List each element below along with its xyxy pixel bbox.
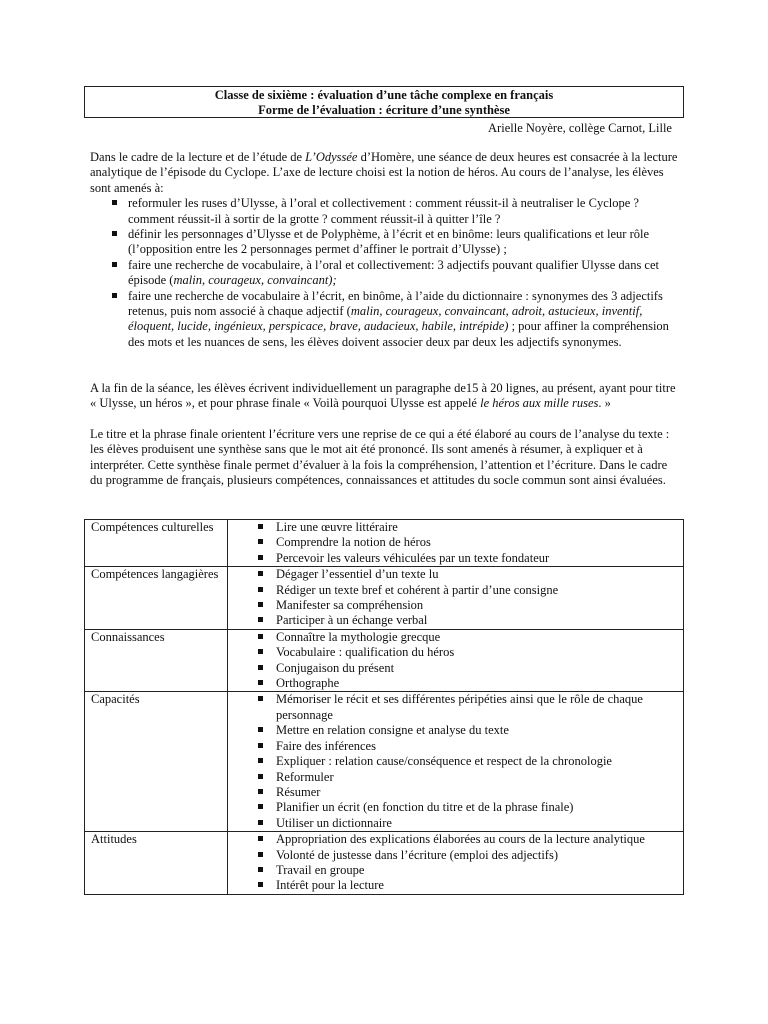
bullet-square-icon — [258, 804, 263, 809]
items-cell — [228, 629, 684, 692]
table-row — [85, 520, 684, 567]
bullet-square-icon — [112, 231, 117, 236]
list-item: faire une recherche de vocabulaire, à l’oral et collectivement: 3 adjectifs pouvant qualifier Ulysse dans cet épisode (malin, courageux, convaincant); — [90, 258, 682, 289]
list-item: Reformuler — [234, 770, 679, 785]
bullet-square-icon — [258, 680, 263, 685]
title-box — [84, 86, 684, 118]
list-item: faire une recherche de vocabulaire à l’écrit, en binôme, à l’aide du dictionnaire : synonymes des 3 adjectifs retenus, puis nom associé à chaque adjectif (malin, courageux, convaincant, adroit, astucieux, inventif, éloquent, lucide, ingénieux, perspicace, brave, audacieux, habile, intrépide) ; pour affiner la compréhension des mots et les nuances de sens, les élèves doivent associer deux par deux les adjectifs synonymes. — [90, 289, 682, 351]
list-item: Planifier un écrit (en fonction du titre et de la phrase finale) — [234, 800, 679, 815]
bullet-square-icon — [258, 774, 263, 779]
author-line: Arielle Noyère, collège Carnot, Lille — [488, 121, 672, 135]
bullet-square-icon — [258, 789, 263, 794]
list-item: Rédiger un texte bref et cohérent à partir d’une consigne — [234, 583, 679, 598]
bullet-square-icon — [258, 571, 263, 576]
bullet-square-icon — [258, 758, 263, 763]
bullet-square-icon — [258, 852, 263, 857]
list-item: Faire des inférences — [234, 739, 679, 754]
list-item: Utiliser un dictionnaire — [234, 816, 679, 831]
list-item: Participer à un échange verbal — [234, 613, 679, 628]
category-cell: Capacités — [85, 692, 228, 832]
conclusion-paragraph-2: Le titre et la phrase finale orientent l’écriture vers une reprise de ce qui a été élaboré au cours de l’analyse du texte : les élèves produisent une synthèse sans que le mot ait été prononcé. Ils sont amenés à résumer, à expliquer et à interpréter. Cette synthèse finale permet d’évaluer à la fois la compréhension, l’attention et l’écriture. Dans le cadre du programme de français, plusieurs compétences, connaissances et attitudes du socle commun sont ainsi évaluées. — [90, 427, 670, 488]
list-item: reformuler les ruses d’Ulysse, à l’oral et collectivement : comment réussit-il à neutraliser le Cyclope ? comment réussit-il à sortir de la grotte ? comment réussit-il à quitter l’île ? — [90, 196, 682, 227]
table-row — [85, 692, 684, 832]
list-item: Dégager l’essentiel d’un texte lu — [234, 567, 679, 582]
category-cell: Connaissances — [85, 629, 228, 692]
items-cell — [228, 692, 684, 832]
category-cell: Attitudes — [85, 832, 228, 895]
list-item: Lire une œuvre littéraire — [234, 520, 679, 535]
category-cell: Compétences culturelles — [85, 520, 228, 567]
bullet-square-icon — [258, 634, 263, 639]
items-cell — [228, 832, 684, 895]
bullet-square-icon — [258, 696, 263, 701]
bullet-square-icon — [258, 524, 263, 529]
list-item: Conjugaison du présent — [234, 661, 679, 676]
list-item: Manifester sa compréhension — [234, 598, 679, 613]
bullet-square-icon — [258, 539, 263, 544]
list-item: définir les personnages d’Ulysse et de Polyphème, à l’écrit et en binôme: leurs qualifications et leur rôle (l’opposition entre les 2 personnages permet d’affiner le portrait d’Ulysse) ; — [90, 227, 682, 258]
list-item: Intérêt pour la lecture — [234, 878, 679, 893]
list-item: Vocabulaire : qualification du héros — [234, 645, 679, 660]
bullet-square-icon — [112, 262, 117, 267]
table-row — [85, 832, 684, 895]
bullet-square-icon — [258, 727, 263, 732]
list-item: Appropriation des explications élaborées au cours de la lecture analytique — [234, 832, 679, 847]
list-item: Expliquer : relation cause/conséquence et respect de la chronologie — [234, 754, 679, 769]
title-line-2: Forme de l’évaluation : écriture d’une synthèse — [258, 103, 510, 117]
items-cell — [228, 567, 684, 630]
table-row — [85, 567, 684, 630]
list-item: Travail en groupe — [234, 863, 679, 878]
table-row — [85, 629, 684, 692]
list-item: Volonté de justesse dans l’écriture (emploi des adjectifs) — [234, 848, 679, 863]
bullet-square-icon — [112, 200, 117, 205]
work-title: L’Odyssée — [305, 150, 358, 164]
list-item: Connaître la mythologie grecque — [234, 630, 679, 645]
list-item: Mettre en relation consigne et analyse du texte — [234, 723, 679, 738]
bullet-square-icon — [258, 836, 263, 841]
intro-paragraph: Dans le cadre de la lecture et de l’étude de L’Odyssée d’Homère, une séance de deux heures est consacrée à la lecture analytique de l’épisode du Cyclope. L’axe de lecture choisi est la notion de héros. Au cours de l’analyse, les élèves sont amenés à: — [90, 150, 678, 195]
conclusion-paragraph-1: A la fin de la séance, les élèves écrivent individuellement un paragraphe de15 à 20 lignes, au présent, ayant pour titre « Ulysse, un héros », et pour phrase finale « Voilà pourquoi Ulysse est appelé le héros aux mille ruses. » — [90, 381, 676, 411]
bullet-square-icon — [258, 587, 263, 592]
bullet-square-icon — [258, 555, 263, 560]
intro-section — [90, 150, 682, 350]
title-line-1: Classe de sixième : évaluation d’une tâche complexe en français — [214, 88, 554, 102]
bullet-square-icon — [258, 867, 263, 872]
activity-list — [90, 196, 682, 350]
list-item: Résumer — [234, 785, 679, 800]
items-cell — [228, 520, 684, 567]
bullet-square-icon — [112, 293, 117, 298]
bullet-square-icon — [258, 743, 263, 748]
bullet-square-icon — [258, 820, 263, 825]
list-item: Comprendre la notion de héros — [234, 535, 679, 550]
list-item: Orthographe — [234, 676, 679, 691]
bullet-square-icon — [258, 882, 263, 887]
category-cell: Compétences langagières — [85, 567, 228, 630]
list-item: Percevoir les valeurs véhiculées par un texte fondateur — [234, 551, 679, 566]
bullet-square-icon — [258, 617, 263, 622]
bullet-square-icon — [258, 665, 263, 670]
bullet-square-icon — [258, 602, 263, 607]
skills-table — [84, 519, 684, 895]
list-item: Mémoriser le récit et ses différentes péripéties ainsi que le rôle de chaque personnage — [234, 692, 679, 723]
bullet-square-icon — [258, 649, 263, 654]
